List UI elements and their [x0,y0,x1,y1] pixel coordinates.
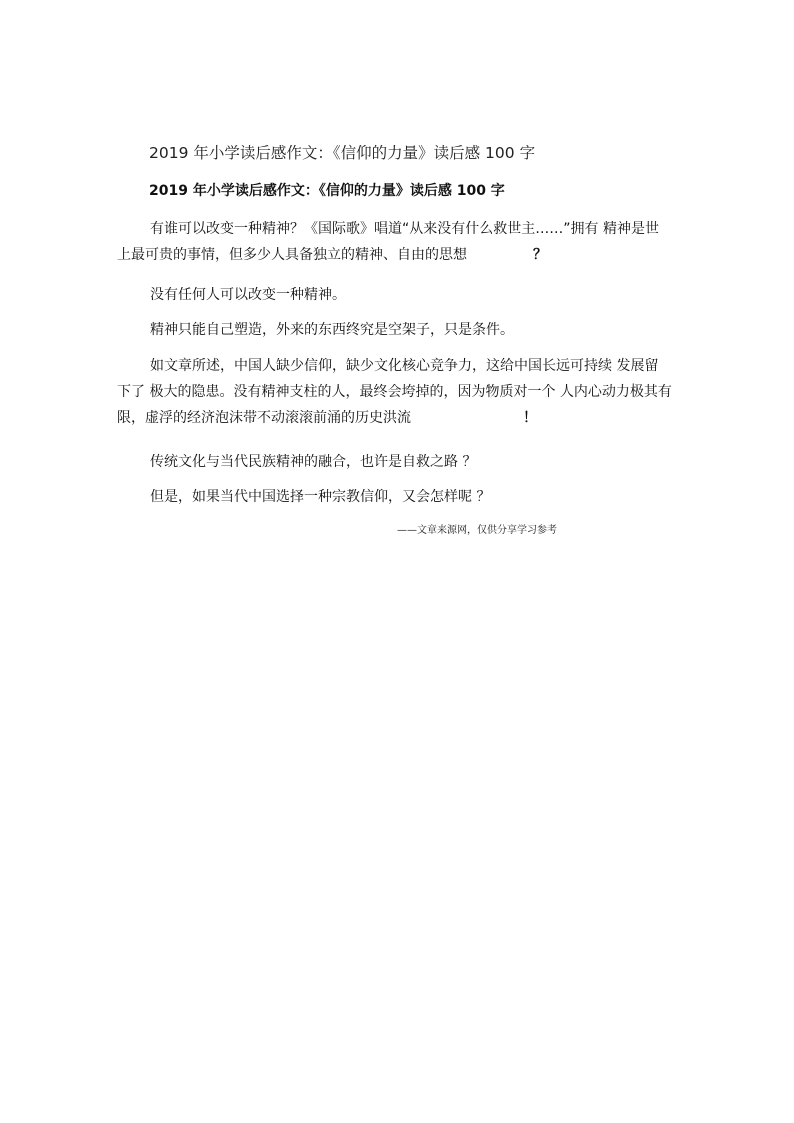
source-note: ——文章来源网，仅供分享学习参考 [397,525,557,536]
paragraph-6: 但是，如果当代中国选择一种宗教信仰，又会怎样呢 ？ [150,489,491,505]
document-subtitle: 2019 年小学读后感作文：《信仰的力量》读后感 100 字 [149,183,505,199]
paragraph-1-end-mark: ？ [533,247,547,263]
paragraph-2: 没有任何人可以改变一种精神。 [150,287,346,303]
paragraph-4-text: 如文章所述，中国人缺少信仰，缺少文化核心竞争力，这给中国长远可持续 发展留下了 极大的隐患。没有精神支柱的人，最终会垮掉的，因为物质对一个 人内心动力极其有限，虚浮的经济泡沫带不动滚滚前涌的历史洪流 [117,358,672,426]
paragraph-5: 传统文化与当代民族精神的融合，也许是自救之路 ？ [150,454,477,470]
paragraph-4 [117,353,672,431]
paragraph-3: 精神只能自己塑造，外来的东西终究是空架子，只是条件。 [150,322,514,338]
document-title: 2019 年小学读后感作文：《信仰的力量》读后感 100 字 [149,144,536,162]
paragraph-1 [117,216,672,268]
paragraph-4-end-mark: ！ [523,410,537,426]
paragraph-1-text: 有谁可以改变一种精神？《国际歌》唱道“从来没有什么救世主……”拥有 精神是世上最可贵的事情，但多少人具备独立的精神、自由的思想 [117,221,659,263]
